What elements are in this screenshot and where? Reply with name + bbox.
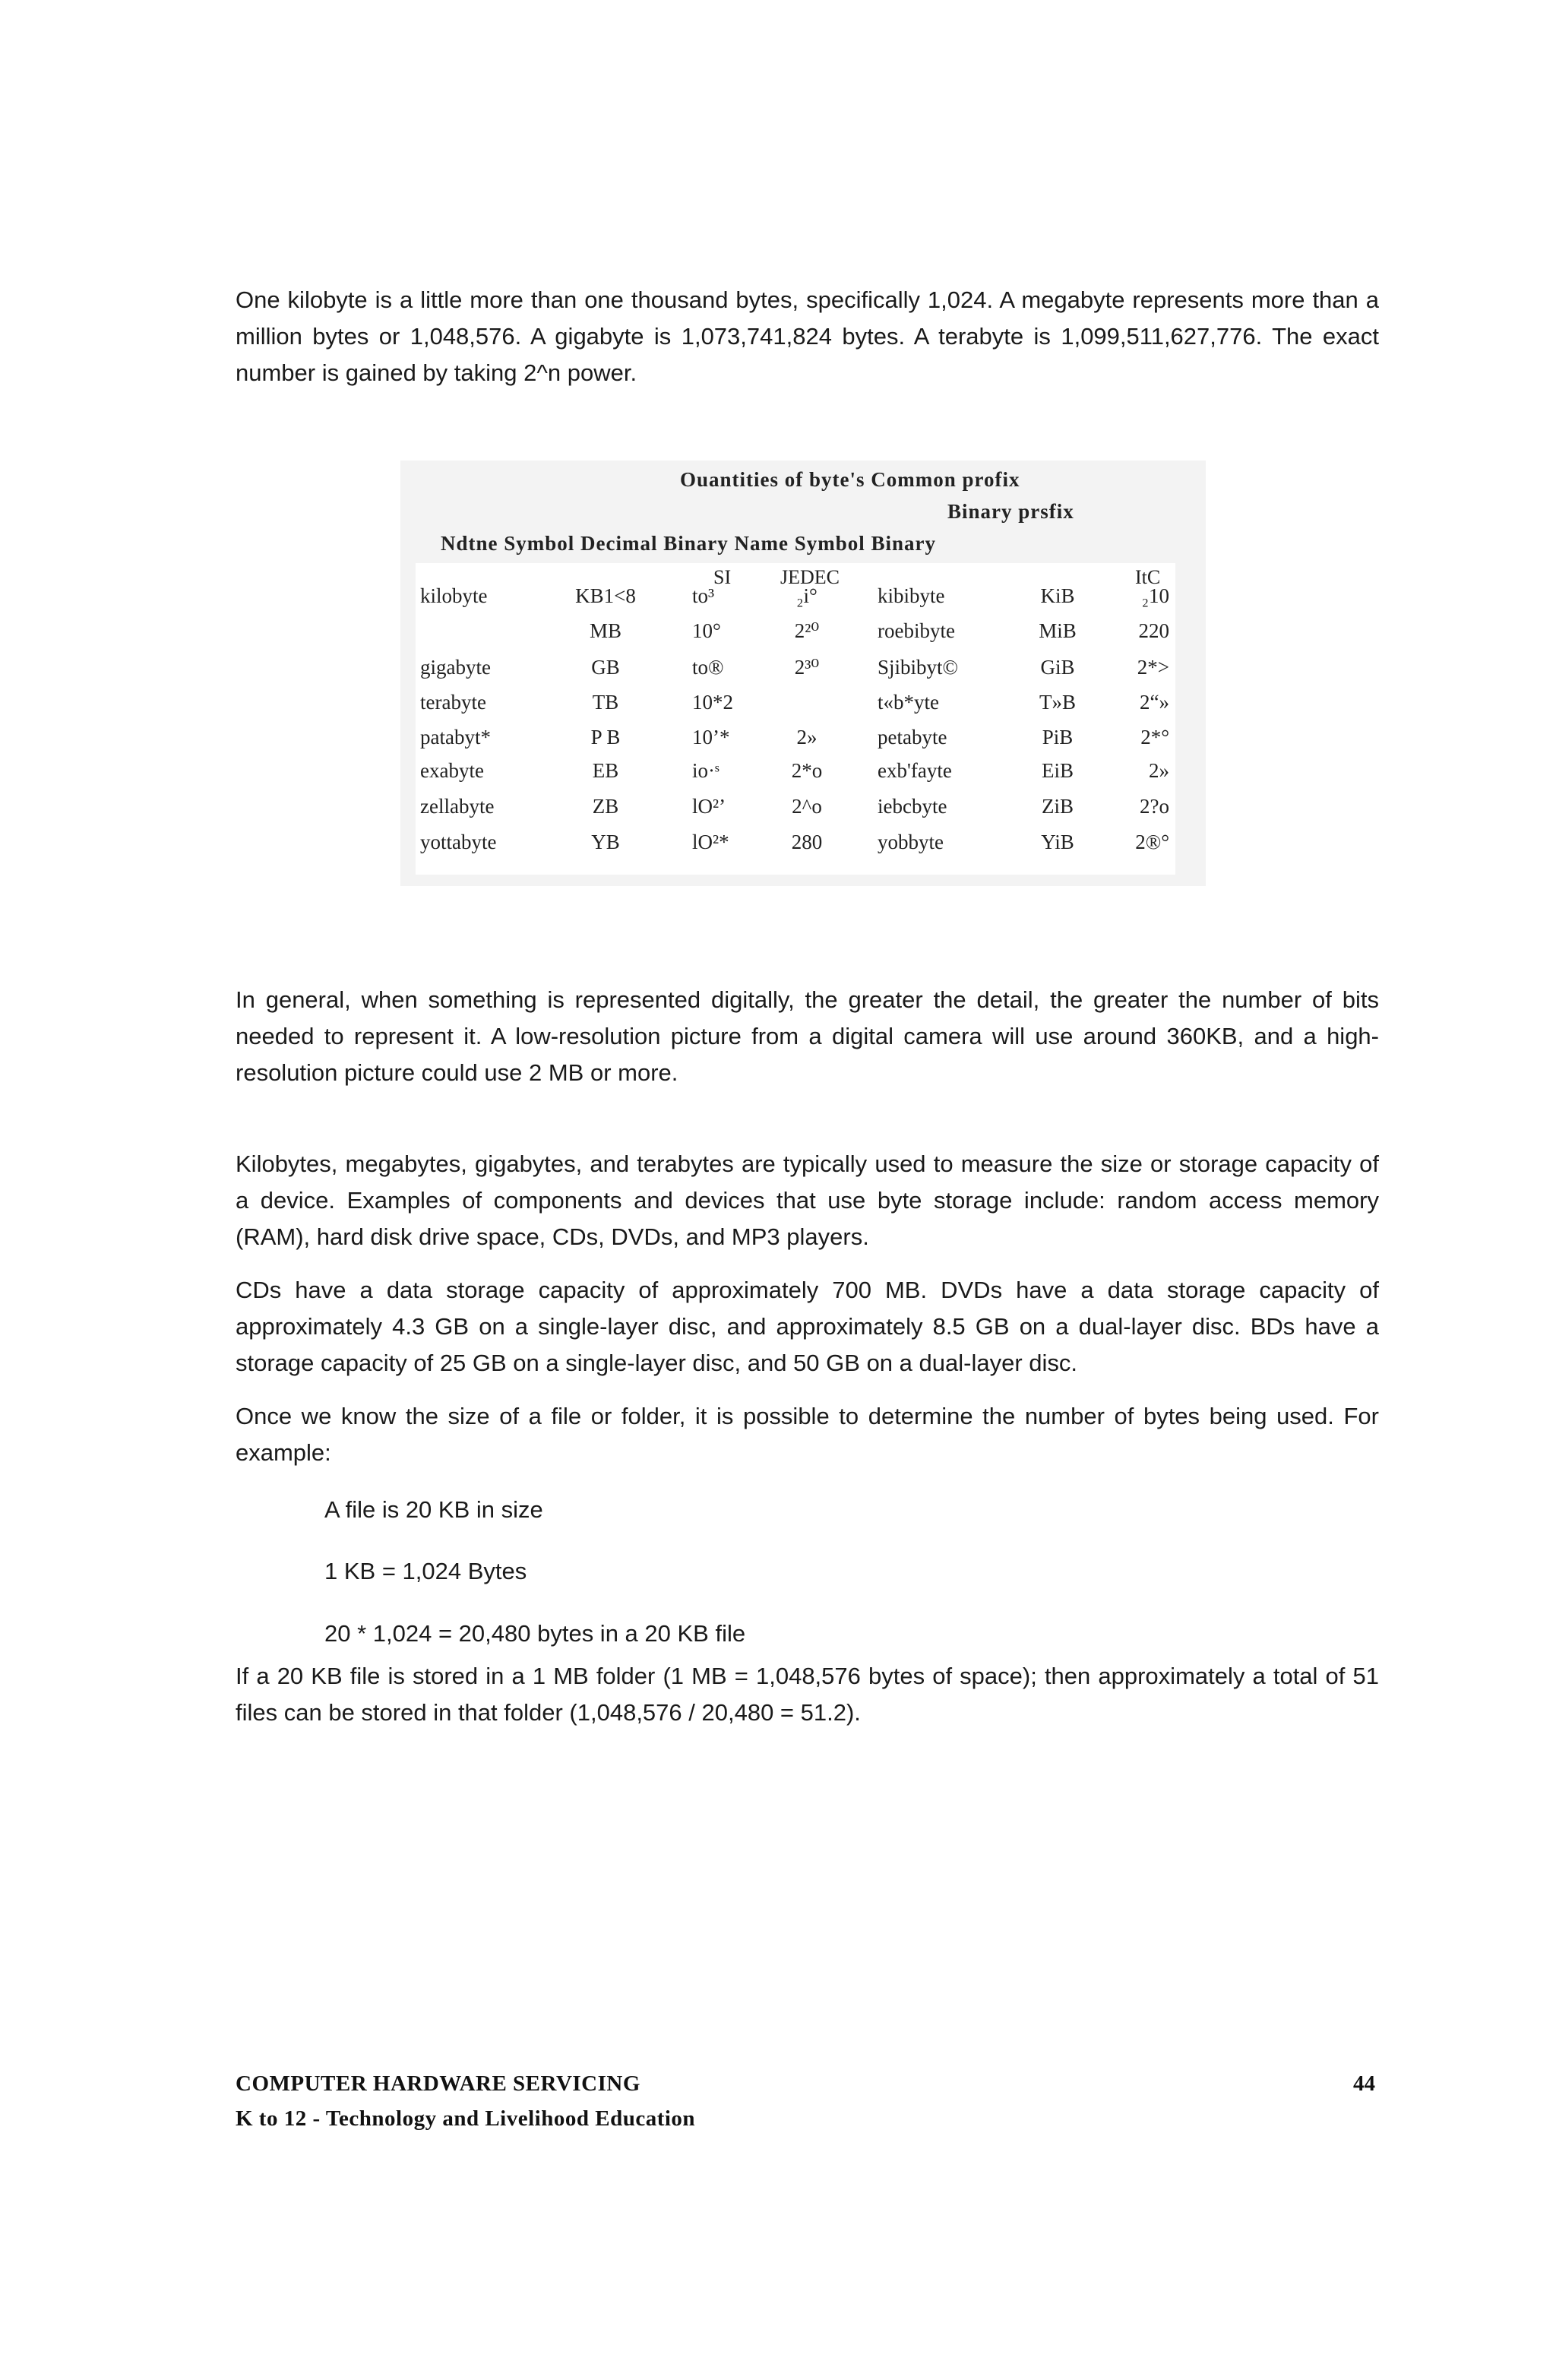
cell-decimal: lO²*: [692, 831, 729, 853]
cell-binary-name: t«b*yte: [878, 691, 939, 714]
cell-binary-name: Sjibibyt©: [878, 656, 959, 679]
cell-decimal: lO²’: [692, 795, 726, 818]
cell-decimal: to®: [692, 656, 724, 679]
cell-binary-name: kibibyte: [878, 584, 945, 607]
paragraph-file-size: Once we know the size of a file or folder, it is possible to determine the number of bytes being used. For example:: [236, 1403, 1379, 1466]
cell-decimal: 10°: [692, 619, 721, 642]
cell-name: zellabyte: [420, 795, 495, 818]
cell-name: exabyte: [420, 759, 484, 782]
cell-decimal: 10’*: [692, 726, 730, 748]
cell-binary-value: 2*>: [1137, 656, 1169, 679]
footer-course-title: COMPUTER HARDWARE SERVICING: [236, 2071, 640, 2096]
table-caption-columns: Ndtne Symbol Decimal Binary Name Symbol Binary: [441, 532, 937, 555]
footer-program: K to 12 - Technology and Livelihood Education: [236, 2106, 696, 2131]
cell-binary-symbol: ZiB: [1041, 795, 1074, 818]
cell-binary-value: 2®°: [1135, 831, 1169, 853]
cell-binary-value: 220: [1138, 619, 1169, 642]
cell-binary-symbol: GiB: [1040, 656, 1075, 679]
paragraph-disc-capacity: CDs have a data storage capacity of approximately 700 MB. DVDs have a data storage capacity of approximately 4.3 GB on a single-layer disc, and approximately 8.5 GB on a dual-layer disc. BDs have a storage capacity of 25 GB on a single-layer disc, and 50 GB on a dual-layer disc.: [236, 1277, 1379, 1376]
cell-jedec: ₂i°: [796, 584, 818, 607]
cell-jedec: 2*o: [791, 759, 823, 782]
cell-binary-symbol: KiB: [1040, 584, 1075, 607]
example-line: A file is 20 KB in size: [324, 1496, 543, 1523]
paragraph-conclusion: If a 20 KB file is stored in a 1 MB folder (1 MB = 1,048,576 bytes of space); then approximately a total of 51 files can be stored in that folder (1,048,576 / 20,480 = 51.2).: [236, 1663, 1379, 1726]
table-body: [416, 563, 1175, 875]
cell-jedec: 280: [791, 831, 823, 853]
cell-binary-symbol: EiB: [1041, 759, 1074, 782]
subheader-itc: ItC: [1135, 566, 1161, 588]
cell-binary-name: petabyte: [878, 726, 947, 748]
cell-binary-value: 2»: [1149, 759, 1169, 782]
subheader-si: SI: [713, 566, 732, 588]
cell-symbol: MB: [589, 619, 622, 642]
cell-name: gigabyte: [420, 656, 491, 679]
cell-binary-value: 2?o: [1140, 795, 1169, 818]
cell-binary-name: iebcbyte: [878, 795, 947, 818]
cell-binary-value: 2“»: [1140, 691, 1169, 714]
cell-decimal: 10*2: [692, 691, 733, 714]
cell-name: terabyte: [420, 691, 486, 714]
cell-jedec: 2³⁰: [794, 656, 820, 679]
cell-name: yottabyte: [420, 831, 497, 853]
byte-prefix-table: [400, 460, 1206, 886]
cell-binary-name: yobbyte: [878, 831, 944, 853]
table-caption-binary-prefix: Binary prsfix: [947, 500, 1074, 523]
cell-symbol: P B: [590, 726, 621, 748]
cell-symbol: ZB: [592, 795, 619, 818]
cell-binary-symbol: YiB: [1041, 831, 1074, 853]
cell-decimal: to³: [692, 584, 715, 607]
cell-binary-symbol: MiB: [1039, 619, 1077, 642]
cell-symbol: KB1<8: [575, 584, 636, 607]
subheader-jedec: JEDEC: [780, 566, 840, 588]
cell-binary-symbol: PiB: [1042, 726, 1074, 748]
example-line: 20 * 1,024 = 20,480 bytes in a 20 KB file: [324, 1620, 746, 1647]
cell-binary-value: 2*°: [1140, 726, 1169, 748]
page-number: 44: [1353, 2071, 1375, 2096]
cell-jedec: 2²⁰: [794, 619, 820, 642]
cell-symbol: EB: [592, 759, 619, 782]
table-caption-title: Ouantities of byte's Common profix: [680, 468, 1020, 491]
cell-name: kilobyte: [420, 584, 488, 607]
cell-binary-symbol: T»B: [1039, 691, 1076, 714]
cell-name: patabyt*: [420, 726, 491, 748]
cell-binary-name: roebibyte: [878, 619, 955, 642]
cell-symbol: GB: [591, 656, 620, 679]
cell-jedec: 2^o: [792, 795, 822, 818]
example-line: 1 KB = 1,024 Bytes: [324, 1558, 527, 1584]
cell-jedec: 2»: [796, 726, 818, 748]
cell-symbol: TB: [592, 691, 619, 714]
paragraph-storage-units: Kilobytes, megabytes, gigabytes, and terabytes are typically used to measure the size or storage capacity of a device. Examples of components and devices that use byte storage include: random access memory (RAM), hard disk drive space, CDs, DVDs, and MP3 players.: [236, 1150, 1379, 1250]
intro-paragraph: One kilobyte is a little more than one thousand bytes, specifically 1,024. A megabyte represents more than a million bytes or 1,048,576. A gigabyte is 1,073,741,824 bytes. A terabyte is 1,099,511,627,776. The exact number is gained by taking 2^n power.: [236, 286, 1379, 386]
cell-decimal: io·ˢ: [692, 759, 719, 782]
cell-symbol: YB: [591, 831, 620, 853]
cell-binary-value: ₂10: [1141, 584, 1169, 607]
cell-binary-name: exb'fayte: [878, 759, 952, 782]
paragraph-digital-detail: In general, when something is represented digitally, the greater the detail, the greater the number of bits needed to represent it. A low-resolution picture from a digital camera will use around 360KB, and a high-resolution picture could use 2 MB or more.: [236, 986, 1379, 1086]
